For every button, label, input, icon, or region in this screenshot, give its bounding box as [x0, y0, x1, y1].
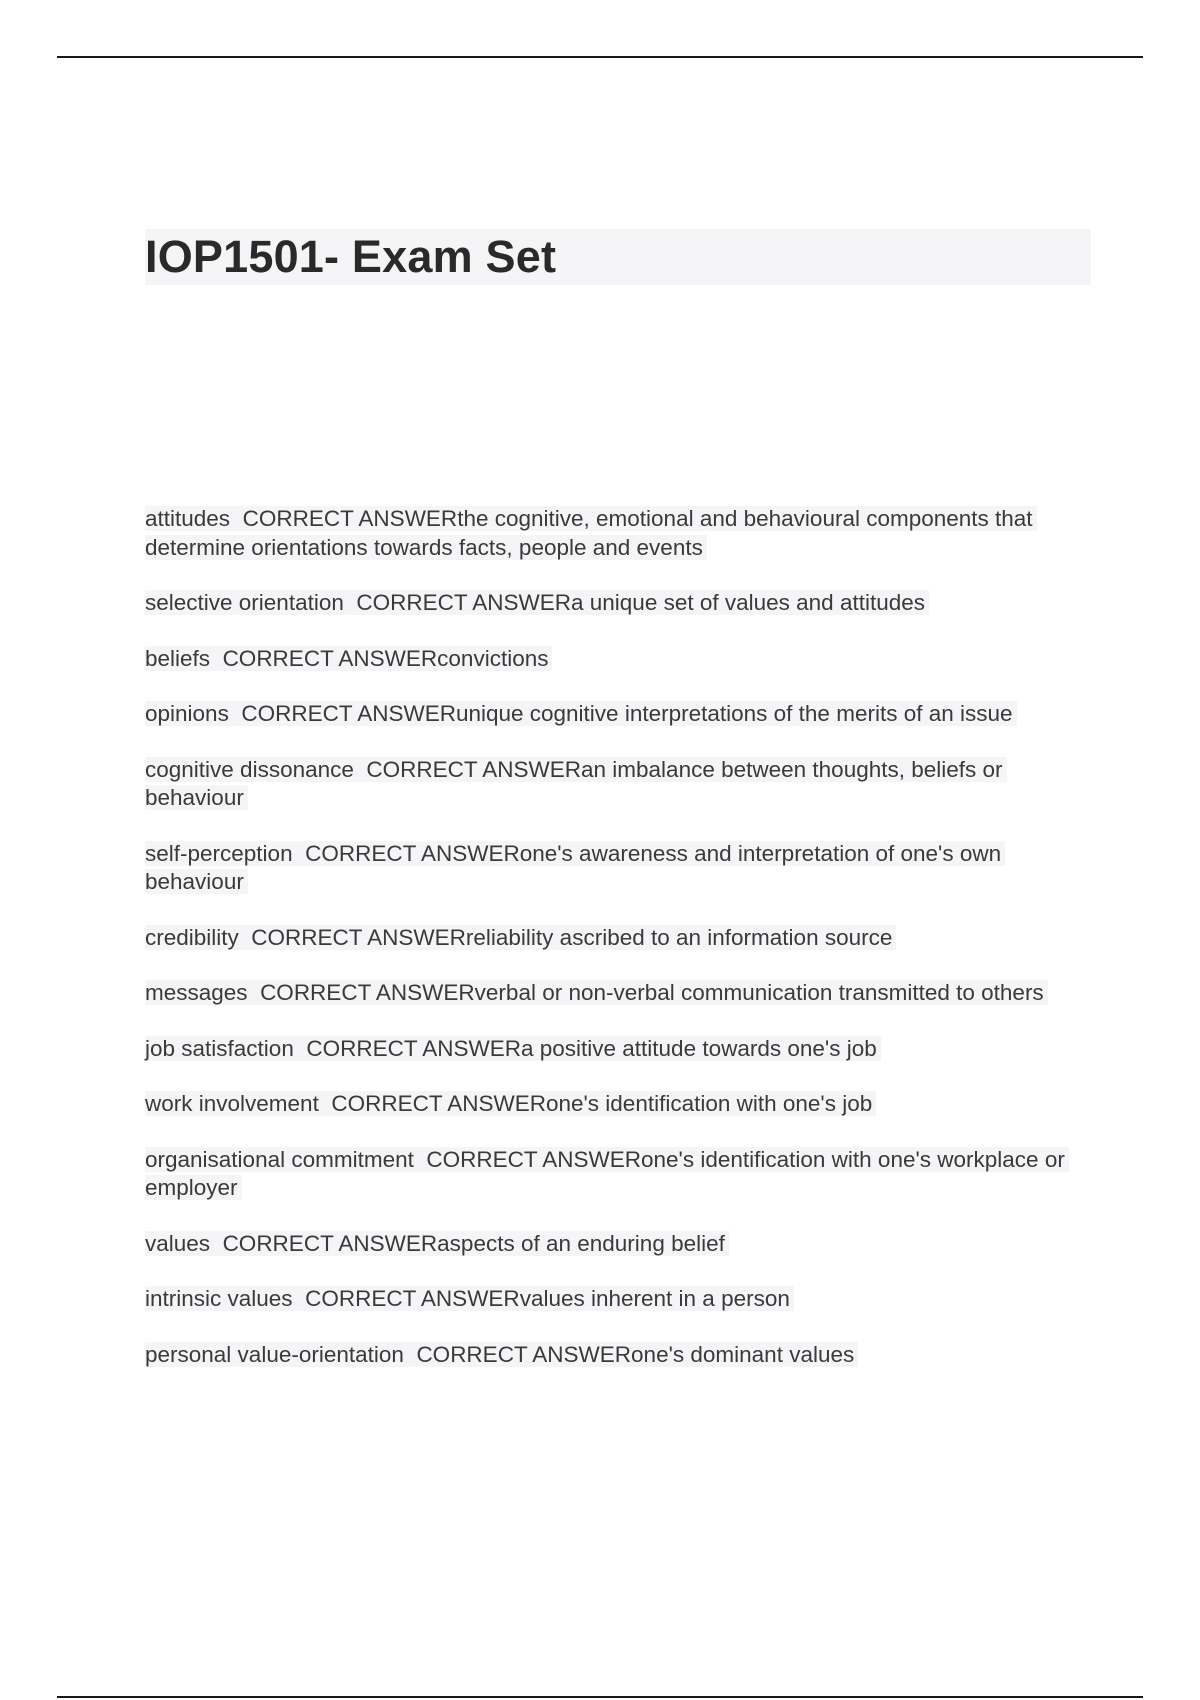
page-title: IOP1501- Exam Set — [145, 231, 557, 282]
answer-marker: CORRECT ANSWER — [331, 1091, 546, 1116]
header-rule — [57, 56, 1143, 58]
list-item — [145, 756, 1085, 813]
answer-marker: CORRECT ANSWER — [305, 1286, 520, 1311]
answer-marker: CORRECT ANSWER — [426, 1146, 641, 1172]
answer-marker: CORRECT ANSWER — [366, 756, 582, 782]
term: beliefs — [145, 645, 211, 671]
definition: unique cognitive interpretations of the merits of an issue — [455, 701, 1013, 726]
definition: an imbalance between thoughts, beliefs or behaviour — [145, 756, 1003, 810]
qa-list — [145, 505, 1085, 1396]
definition: reliability ascribed to an information source — [465, 924, 893, 950]
definition: one's identification with one's workplace or employer — [145, 1146, 1065, 1200]
list-item — [145, 589, 1085, 618]
answer-marker: CORRECT ANSWER — [306, 1035, 521, 1061]
term: intrinsic values — [145, 1286, 293, 1311]
definition: aspects of an enduring belief — [437, 1230, 725, 1256]
definition: the cognitive, emotional and behavioural components that determine orientations towards facts, people and events — [145, 506, 1033, 560]
answer-marker: CORRECT ANSWER — [251, 924, 466, 950]
answer-marker: CORRECT ANSWER — [305, 840, 520, 866]
definition: one's identification with one's job — [545, 1091, 873, 1116]
answer-marker: CORRECT ANSWER — [356, 590, 571, 615]
answer-marker: CORRECT ANSWER — [242, 506, 458, 531]
term: values — [145, 1230, 211, 1256]
definition: values inherent in a person — [519, 1286, 790, 1311]
list-item — [145, 1146, 1085, 1203]
answer-marker: CORRECT ANSWER — [222, 645, 438, 671]
term: personal value-orientation — [145, 1341, 404, 1367]
definition: one's awareness and interpretation of one's own behaviour — [145, 840, 1002, 894]
term: organisational commitment — [145, 1146, 414, 1172]
list-item — [145, 924, 1085, 953]
term: cognitive dissonance — [145, 756, 354, 782]
definition: convictions — [437, 645, 549, 671]
term: work involvement — [145, 1091, 319, 1116]
list-item — [145, 645, 1085, 674]
answer-marker: CORRECT ANSWER — [222, 1230, 438, 1256]
term: self-perception — [145, 840, 293, 866]
footer-rule — [57, 1696, 1143, 1698]
definition: verbal or non-verbal communication transmitted to others — [474, 980, 1044, 1005]
term: opinions — [145, 701, 229, 726]
term: credibility — [145, 924, 239, 950]
answer-marker: CORRECT ANSWER — [241, 701, 456, 726]
list-item — [145, 505, 1085, 562]
term: selective orientation — [145, 590, 344, 615]
list-item — [145, 1285, 1085, 1314]
answer-marker: CORRECT ANSWER — [260, 980, 475, 1005]
term: attitudes — [145, 506, 231, 531]
title-block — [145, 229, 1091, 285]
term: job satisfaction — [145, 1035, 294, 1061]
term: messages — [145, 980, 248, 1005]
definition: a unique set of values and attitudes — [571, 590, 926, 615]
list-item — [145, 1035, 1085, 1064]
definition: one's dominant values — [631, 1341, 855, 1367]
list-item — [145, 840, 1085, 897]
answer-marker: CORRECT ANSWER — [416, 1341, 632, 1367]
list-item — [145, 1230, 1085, 1259]
definition: a positive attitude towards one's job — [520, 1035, 877, 1061]
list-item — [145, 700, 1085, 729]
list-item — [145, 1090, 1085, 1119]
list-item — [145, 1341, 1085, 1370]
list-item — [145, 979, 1085, 1008]
